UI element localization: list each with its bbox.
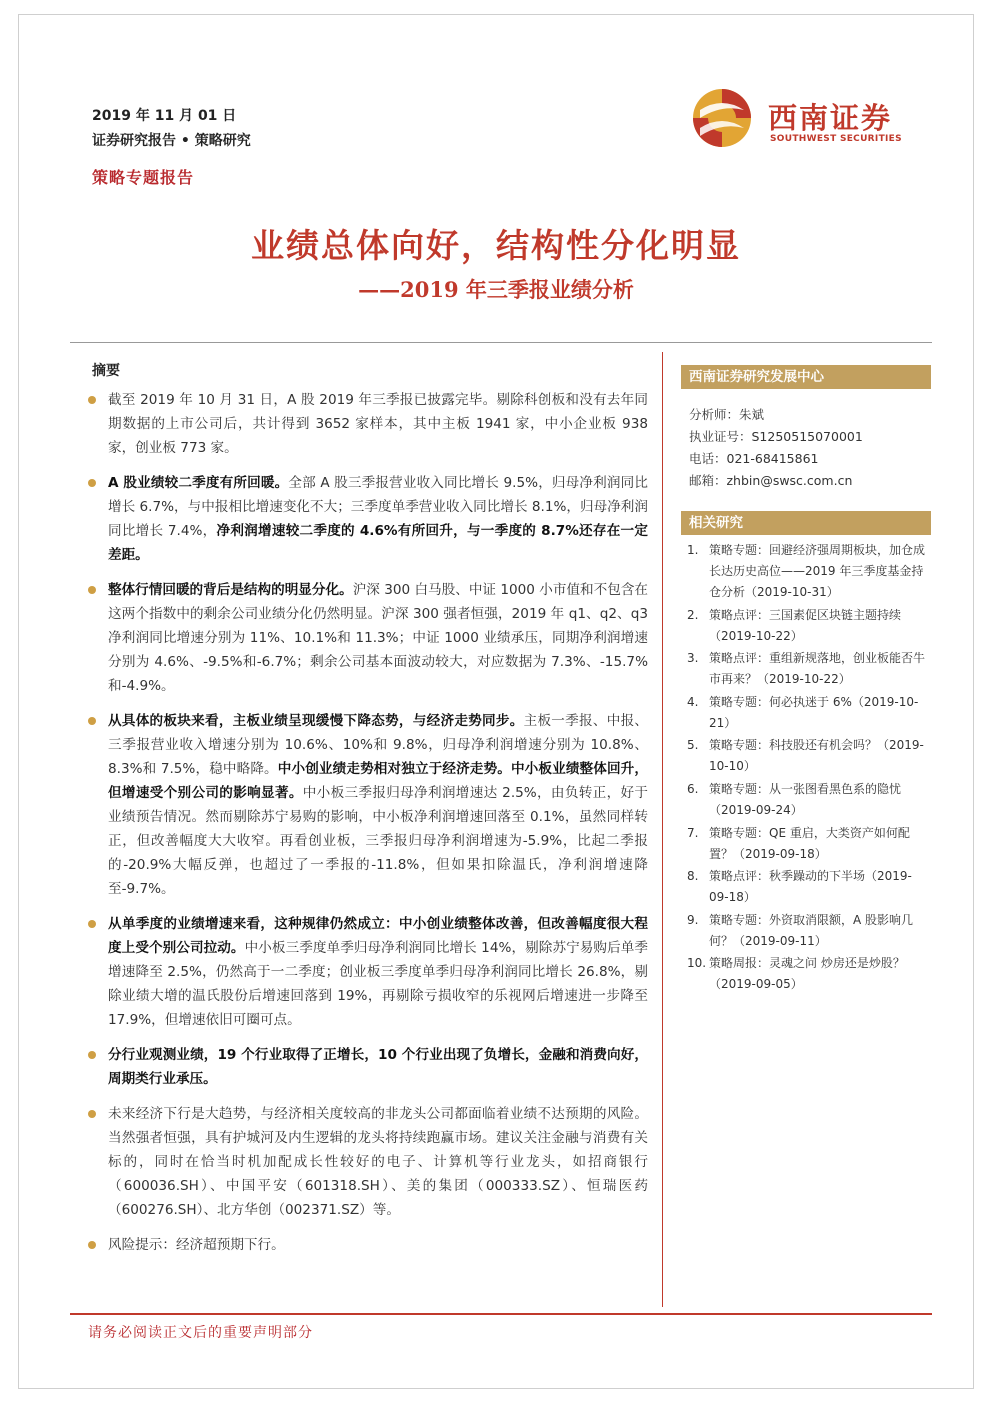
related-research-number: 9. <box>687 912 699 927</box>
analyst-phone: 电话：021-68415861 <box>689 451 819 466</box>
related-research-title: 策略专题：何必执迷于 6%（2019-10-21） <box>709 694 919 730</box>
related-research-title: 策略点评：三国素促区块链主题持续（2019-10-22） <box>709 607 902 643</box>
related-research-number: 3. <box>687 651 699 666</box>
bullet-dot-icon <box>88 586 96 594</box>
related-research-item[interactable] <box>687 823 927 865</box>
analyst-license: 执业证号：S1250515070001 <box>689 429 863 444</box>
bullet-dot-icon <box>88 479 96 487</box>
bullet-emphasis: 从单季度的业绩增速来看，这种规律仍然成立：中小创业绩整体改善，但改善幅度很大程度上受个别公司拉动。 <box>108 916 648 956</box>
analyst-info <box>689 404 863 492</box>
related-research-title: 策略周报：灵魂之问 炒房还是炒股？（2019-09-05） <box>709 956 905 992</box>
bullet-text: 未来经济下行是大趋势，与经济相关度较高的非龙头公司都面临着业绩不达预期的风险。当然强者恒强，具有护城河及内生逻辑的龙头将持续跑赢市场。建议关注金融与消费有关标的，同时在恰当时机加配成长性较好的电子、计算机等行业龙头，如招商银行（600036.SH）、中国平安（601318.SH）、美的集团（000333.SZ）、恒瑞医药（600276.SH）、北方华创（002371.SZ）等。 <box>108 1106 648 1218</box>
research-center-heading: 西南证券研究发展中心 <box>681 365 931 389</box>
report-date: 2019 年 11 月 01 日 <box>92 108 237 124</box>
related-research-item[interactable] <box>687 540 927 603</box>
analyst-email[interactable]: 邮箱：zhbin@swsc.com.cn <box>689 473 853 488</box>
summary-bullet <box>88 471 648 567</box>
related-research-number: 10. <box>687 956 707 971</box>
related-research-title: 策略专题：科技股还有机会吗？（2019-10-10） <box>709 738 924 774</box>
related-research-item[interactable] <box>687 648 927 690</box>
header-divider <box>70 342 932 343</box>
summary-bullet <box>88 578 648 698</box>
summary-bullet <box>88 1102 648 1222</box>
related-research-number: 4. <box>687 694 699 709</box>
related-research-title: 策略点评：重组新规落地，创业板能否牛市再来？（2019-10-22） <box>709 651 926 687</box>
logo-mark-icon <box>692 88 752 148</box>
footer-disclaimer: 请务必阅读正文后的重要声明部分 <box>88 1325 313 1341</box>
related-research-number: 6. <box>687 781 699 796</box>
bullet-dot-icon <box>88 1110 96 1118</box>
summary-bullet <box>88 1233 648 1257</box>
related-research-number: 1. <box>687 543 699 557</box>
bullet-emphasis: A 股业绩较二季度有所回暖。 <box>108 475 289 491</box>
bullet-text: 沪深 300 白马股、中证 1000 小市值和不包含在这两个指数中的剩余公司业绩分化仍然明显。沪深 300 强者恒强，2019 年 q1、q2、q3 净利润同比增速分别为 11%、10.1%和 11.3%；中证 1000 业绩承压，同期净利润增速分别为 4.6%、-9.5%和-6.7%；剩余公司基本面波动较大，对应数据为 7.3%、-15.7%和-4.9%。 <box>108 582 649 694</box>
related-research-title: 策略专题：从一张图看黑色系的隐忧（2019-09-24） <box>709 781 902 817</box>
related-research-title: 策略专题：回避经济强周期板块，加仓成长达历史高位——2019 年三季度基金持仓分析（2019-10-31） <box>709 543 926 599</box>
related-research-item[interactable] <box>687 692 927 734</box>
company-logo <box>692 82 932 152</box>
bullet-text: 中小板三季报归母净利润增速达 2.5%，由负转正，好于业绩预告情况。然而剔除苏宁易购的影响，中小板净利润增速回落至 0.1%，虽然同样转正，但改善幅度大大收窄。再看创业板，三季报归母净利润增速为-5.9%，比起二季报的-20.9%大幅反弹，也超过了一季报的-11.8%，但如果扣除温氏，净利润增速降至-9.7%。 <box>108 785 648 897</box>
summary-bullets <box>88 388 648 1268</box>
related-research-number: 5. <box>687 738 699 753</box>
summary-bullet <box>88 1043 648 1091</box>
bullet-text: 截至 2019 年 10 月 31 日，A 股 2019 年三季报已披露完毕。剔除科创板和没有去年同期数据的上市公司后，共计得到 3652 家样本，其中主板 1941 家，中小企业板 938 家，创业板 773 家。 <box>108 392 648 456</box>
related-research-heading: 相关研究 <box>681 511 931 535</box>
bullet-dot-icon <box>88 396 96 404</box>
bullet-text: 主板一季报、中报、三季报营业收入增速分别为 10.6%、10%和 9.8%，归母净利润增速分别为 10.8%、8.3%和 7.5%，稳中略降。 <box>108 713 649 777</box>
summary-bullet <box>88 709 648 901</box>
related-research-number: 8. <box>687 869 699 884</box>
related-research-item[interactable] <box>687 735 927 777</box>
summary-heading: 摘要 <box>92 363 120 379</box>
summary-bullet <box>88 912 648 1032</box>
logo-english-name: SOUTHWEST SECURITIES <box>770 134 902 144</box>
bullet-emphasis: 整体行情回暖的背后是结构的明显分化。 <box>108 582 353 598</box>
footer-divider <box>70 1313 932 1315</box>
report-subtitle: ——2019 年三季报业绩分析 <box>358 277 634 302</box>
bullet-text: 中小板三季度单季归母净利润同比增长 14%，剔除苏宁易购后单季增速降至 2.5%，仍然高于一二季度；创业板三季度单季归母净利润同比增长 26.8%，剔除业绩大增的温氏股份后增速回落到 19%，再剔除亏损收窄的乐视网后增速进一步降至 17.9%，但增速依旧可圈可点。 <box>108 940 648 1028</box>
related-research-list <box>687 540 927 997</box>
bullet-dot-icon <box>88 1241 96 1249</box>
bullet-dot-icon <box>88 920 96 928</box>
related-research-item[interactable] <box>687 866 927 908</box>
analyst-name: 分析师：朱斌 <box>689 407 765 422</box>
logo-chinese-name: 西南证券 <box>768 101 893 135</box>
related-research-item[interactable] <box>687 953 927 995</box>
bullet-text: 全部 A 股三季报营业收入同比增长 9.5%，归母净利润同比增长 6.7%，与中报相比增速变化不大；三季度单季营业收入同比增长 8.1%，归母净利润同比增长 7.4%， <box>108 475 649 539</box>
bullet-emphasis: 从具体的板块来看，主板业绩呈现缓慢下降态势，与经济走势同步。 <box>108 713 524 729</box>
related-research-title: 策略点评：秋季躁动的下半场（2019-09-18） <box>709 869 912 905</box>
related-research-number: 2. <box>687 607 699 622</box>
related-research-title: 策略专题：外资取消限额，A 股影响几何？（2019-09-11） <box>709 912 914 948</box>
summary-bullet <box>88 388 648 460</box>
bullet-emphasis: 中小创业绩走势相对独立于经济走势。中小板业绩整体回升，但增速受个别公司的影响显著。 <box>108 761 648 801</box>
column-divider <box>662 352 663 1307</box>
report-title: 业绩总体向好，结构性分化明显 <box>251 226 741 265</box>
bullet-dot-icon <box>88 717 96 725</box>
bullet-dot-icon <box>88 1051 96 1059</box>
related-research-number: 7. <box>687 825 699 840</box>
bullet-emphasis: 分行业观测业绩，19 个行业取得了正增长，10 个行业出现了负增长，金融和消费向好，周期类行业承压。 <box>108 1047 648 1087</box>
related-research-title: 策略专题：QE 重启，大类资产如何配置？（2019-09-18） <box>709 825 910 861</box>
bullet-emphasis: 净利润增速较二季度的 4.6%有所回升，与一季度的 8.7%还存在一定差距。 <box>108 523 648 563</box>
bullet-text: 风险提示：经济超预期下行。 <box>108 1237 285 1253</box>
report-category: 策略专题报告 <box>92 168 195 187</box>
related-research-item[interactable] <box>687 605 927 647</box>
report-type: 证券研究报告 • 策略研究 <box>92 133 251 149</box>
related-research-item[interactable] <box>687 779 927 821</box>
related-research-item[interactable] <box>687 910 927 952</box>
